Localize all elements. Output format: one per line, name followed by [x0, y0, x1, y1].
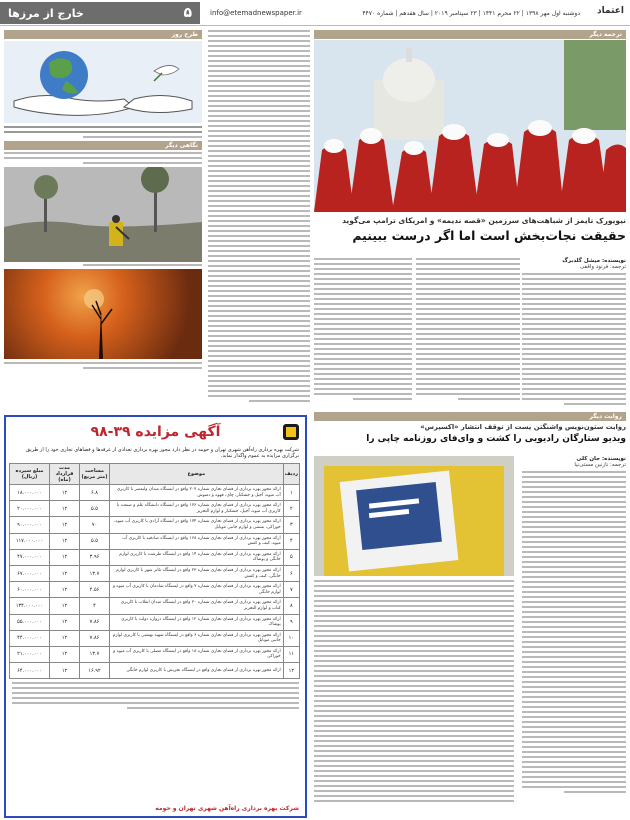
row-term: ۱۲: [50, 663, 80, 679]
row-area: ۷.۸۶: [80, 614, 110, 630]
left-column: [4, 30, 202, 415]
handmaids-protest-photo: [314, 40, 626, 212]
row-subject: ارائه مجوز بهره برداری از فضای تجاری شماره ۶ واقع در ایستگاه شهید بهشتی با کاربری لوازم جانبی موبایل: [110, 630, 284, 646]
row-term: ۱۲: [50, 630, 80, 646]
row-deposit: ۶۰.۰۰۰.۰۰۰: [10, 582, 50, 598]
main-headline[interactable]: حقیقت نجات‌بخش است اما اگر درست ببینیم: [352, 228, 626, 243]
fire-caption-top: [4, 152, 202, 164]
col-header-row: ردیف: [283, 464, 299, 485]
cartoon-hands-globe-image: [4, 41, 202, 123]
table-row: [10, 598, 300, 614]
row-subject: ارائه مجوز بهره برداری از فضای تجاری شماره ۱۸ واقع در ایستگاه مصلی با کاربری آب میوه و خوراکی: [110, 646, 284, 662]
row-subject: ارائه مجوز بهره برداری از فضای تجاری شماره ۷ واقع در ایستگاه شادمان با کاربری آب میوه و لوازم خانگی: [110, 582, 284, 598]
section-title: خارج از مرزها: [8, 6, 84, 20]
row-deposit: ۵۵.۰۰۰.۰۰۰: [10, 614, 50, 630]
row-deposit: ۱۱۷.۰۰۰.۰۰۰: [10, 533, 50, 549]
second-headline[interactable]: ویدیو ستارگان رادیویی را کشت و وای‌فای روزنامه چاپی را: [366, 434, 626, 444]
contact-email[interactable]: info@etemadnewspaper.ir: [210, 9, 302, 17]
row-term: ۱۲: [50, 582, 80, 598]
body-text-column-1: [208, 30, 310, 413]
main-body-col-2: [416, 258, 520, 406]
second-translator: ترجمه: نازنین مستی‌نیا: [574, 462, 626, 468]
main-translator: ترجمه: فرنود واقفی: [579, 264, 626, 270]
auction-ad: [4, 415, 307, 818]
second-overline: روایت ستون‌نویس واشنگتن پست از توقف انتشار «اکسپرس»: [420, 423, 626, 431]
row-deposit: ۲۱.۰۰۰.۰۰۰: [10, 646, 50, 662]
row-deposit: ۴۴.۰۰۰.۰۰۰: [10, 630, 50, 646]
table-row: [10, 533, 300, 549]
row-area: ۴: [80, 598, 110, 614]
row-area: ۳.۹۶: [80, 549, 110, 565]
fire-caption: [4, 264, 202, 266]
left-kicker: طرح روز: [4, 30, 202, 39]
row-number: ۹: [283, 614, 299, 630]
row-number: ۳: [283, 517, 299, 533]
row-number: ۴: [283, 533, 299, 549]
main-byline-block: [522, 258, 626, 408]
newspaper-box-photo: [314, 456, 514, 576]
row-subject: ارائه مجوز بهره برداری از فضای تجاری شماره ۱۲ واقع در ایستگاه دروازه دولت با کاربری پوشاک: [110, 614, 284, 630]
ad-terms: [6, 679, 305, 715]
col-header-term: مدت قرارداد (ماه): [50, 464, 80, 485]
row-subject: ارائه مجوز بهره برداری از فضای تجاری شماره ۲۰۷ واقع در ایستگاه میدان ولیعصر با کاربری آب میوه، آجیل و خشکبار، چای، قهوه و دمنوش: [110, 485, 284, 501]
main-body-col-3: [314, 258, 412, 406]
row-term: ۱۲: [50, 517, 80, 533]
table-row: [10, 517, 300, 533]
col-header-subject: موضوع: [110, 464, 284, 485]
cartoon-caption: [4, 126, 202, 138]
main-overline: نیویورک تایمز از شباهت‌های سرزمین «قصه ندیمه» و امریکای ترامپ می‌گوید: [342, 216, 626, 225]
ad-signature: شرکت بهره برداری راه‌آهن شهری تهران و حومه: [155, 805, 299, 812]
row-subject: ارائه مجوز بهره برداری از فضای تجاری شماره ۲۳ واقع در ایستگاه تئاتر شهر با کاربری لوازم خانگی، کیف و کفش: [110, 565, 284, 581]
row-term: ۱۲: [50, 565, 80, 581]
row-term: ۱۲: [50, 614, 80, 630]
table-row: [10, 582, 300, 598]
row-subject: ارائه مجوز بهره برداری از فضای تجاری شماره ۱۷۴ واقع در ایستگاه آزادی با کاربری آب میوه، خوراکی، بستنی و لوازم جانبی موبایل: [110, 517, 284, 533]
row-deposit: ۲۰.۰۰۰.۰۰۰: [10, 501, 50, 517]
forest-fire-photo: [4, 167, 202, 262]
row-number: ۱۱: [283, 646, 299, 662]
row-deposit: ۶۷.۰۰۰.۰۰۰: [10, 565, 50, 581]
row-number: ۱۲: [283, 663, 299, 679]
col-header-deposit: مبلغ سپرده (ریال): [10, 464, 50, 485]
row-number: ۲: [283, 501, 299, 517]
row-subject: ارائه مجوز بهره برداری از فضای تجاری شماره ۱۷۶ واقع در ایستگاه دانشگاه علم و صنعت با کاربری آب میوه، آجیل، خشکبار و لوازم التحریر: [110, 501, 284, 517]
second-byline-block: [522, 456, 626, 796]
row-deposit: ۶۴.۰۰۰.۰۰۰: [10, 663, 50, 679]
row-deposit: ۹۰.۰۰۰.۰۰۰: [10, 517, 50, 533]
row-subject: ارائه مجوز بهره برداری از فضای تجاری واقع در ایستگاه تجریش با کاربری لوازم خانگی: [110, 663, 284, 679]
row-number: ۷: [283, 582, 299, 598]
sunset-caption: [4, 362, 202, 369]
row-term: ۱۲: [50, 533, 80, 549]
table-row: [10, 485, 300, 501]
row-area: ۴.۵۶: [80, 582, 110, 598]
dateline: دوشنبه اول مهر ۱۳۹۸ | ۲۲ محرم ۱۴۴۱ | ۲۳ سپتامبر ۲۰۱۹ | سال هفدهم | شماره ۴۴۷۰: [362, 10, 580, 17]
row-subject: ارائه مجوز بهره برداری از فضای تجاری شماره ۳۰ واقع در ایستگاه میدان انقلاب با کاربری کتاب و لوازم التحریر: [110, 598, 284, 614]
auction-table: [9, 463, 300, 679]
main-kicker: ترجمه دیگر: [314, 30, 626, 39]
row-number: ۱۰: [283, 630, 299, 646]
row-number: ۵: [283, 549, 299, 565]
row-deposit: ۴۷.۰۰۰.۰۰۰: [10, 549, 50, 565]
row-area: ۷۰: [80, 517, 110, 533]
page-number: ۵: [183, 5, 192, 21]
row-term: ۱۲: [50, 598, 80, 614]
col-header-area: مساحت (متر مربع): [80, 464, 110, 485]
ad-intro: شرکت بهره برداری راه‌آهن شهری تهران و حومه در نظر دارد مجوز بهره برداری تعدادی از غرفه‌ها و فضاهای تجاری خود را از طریق برگزاری مزایده به عموم واگذار نماید.: [26, 447, 299, 459]
second-headline-area: [314, 423, 626, 453]
table-row: [10, 565, 300, 581]
table-row: [10, 614, 300, 630]
main-author: نویسنده: میشل گلدبرگ: [562, 258, 626, 264]
main-headline-area: [314, 214, 626, 256]
row-term: ۱۲: [50, 549, 80, 565]
ad-title: آگهی مزایده ۳۹-۹۸: [90, 424, 221, 440]
row-area: ۷.۸۶: [80, 630, 110, 646]
page-header: [0, 0, 630, 26]
second-author: نویسنده: جان کلی: [576, 456, 626, 462]
sunset-photo: [4, 269, 202, 359]
row-area: ۱۶.۹۲: [80, 663, 110, 679]
row-deposit: ۱۳۴.۰۰۰.۰۰۰: [10, 598, 50, 614]
row-term: ۱۲: [50, 646, 80, 662]
row-term: ۱۲: [50, 501, 80, 517]
table-row: [10, 501, 300, 517]
row-area: ۶.۸: [80, 485, 110, 501]
table-row: [10, 646, 300, 662]
row-number: ۶: [283, 565, 299, 581]
row-subject: ارائه مجوز بهره برداری از فضای تجاری شماره ۱۶۸ واقع در ایستگاه صادقیه با کاربری آب میوه، کیف و کفش: [110, 533, 284, 549]
row-subject: ارائه مجوز بهره برداری از فضای تجاری شماره ۱۴ واقع در ایستگاه طرشت با کاربری لوازم خانگی و پوشاک: [110, 549, 284, 565]
metro-logo-icon: [283, 424, 299, 440]
row-area: ۵.۵: [80, 501, 110, 517]
second-kicker: روایت دیگر: [314, 412, 626, 421]
table-row: [10, 663, 300, 679]
table-row: [10, 549, 300, 565]
row-deposit: ۱۸.۰۰۰.۰۰۰: [10, 485, 50, 501]
left-kicker-2: نگاهی دیگر: [4, 141, 202, 150]
row-number: ۱: [283, 485, 299, 501]
row-area: ۵.۵: [80, 533, 110, 549]
row-number: ۸: [283, 598, 299, 614]
second-body-text: [314, 580, 514, 816]
table-row: [10, 630, 300, 646]
section-label: [0, 2, 200, 24]
row-term: ۱۲: [50, 485, 80, 501]
newspaper-logo: اعتماد: [597, 6, 624, 16]
row-area: ۱۳.۷: [80, 646, 110, 662]
row-area: ۱۳.۷: [80, 565, 110, 581]
